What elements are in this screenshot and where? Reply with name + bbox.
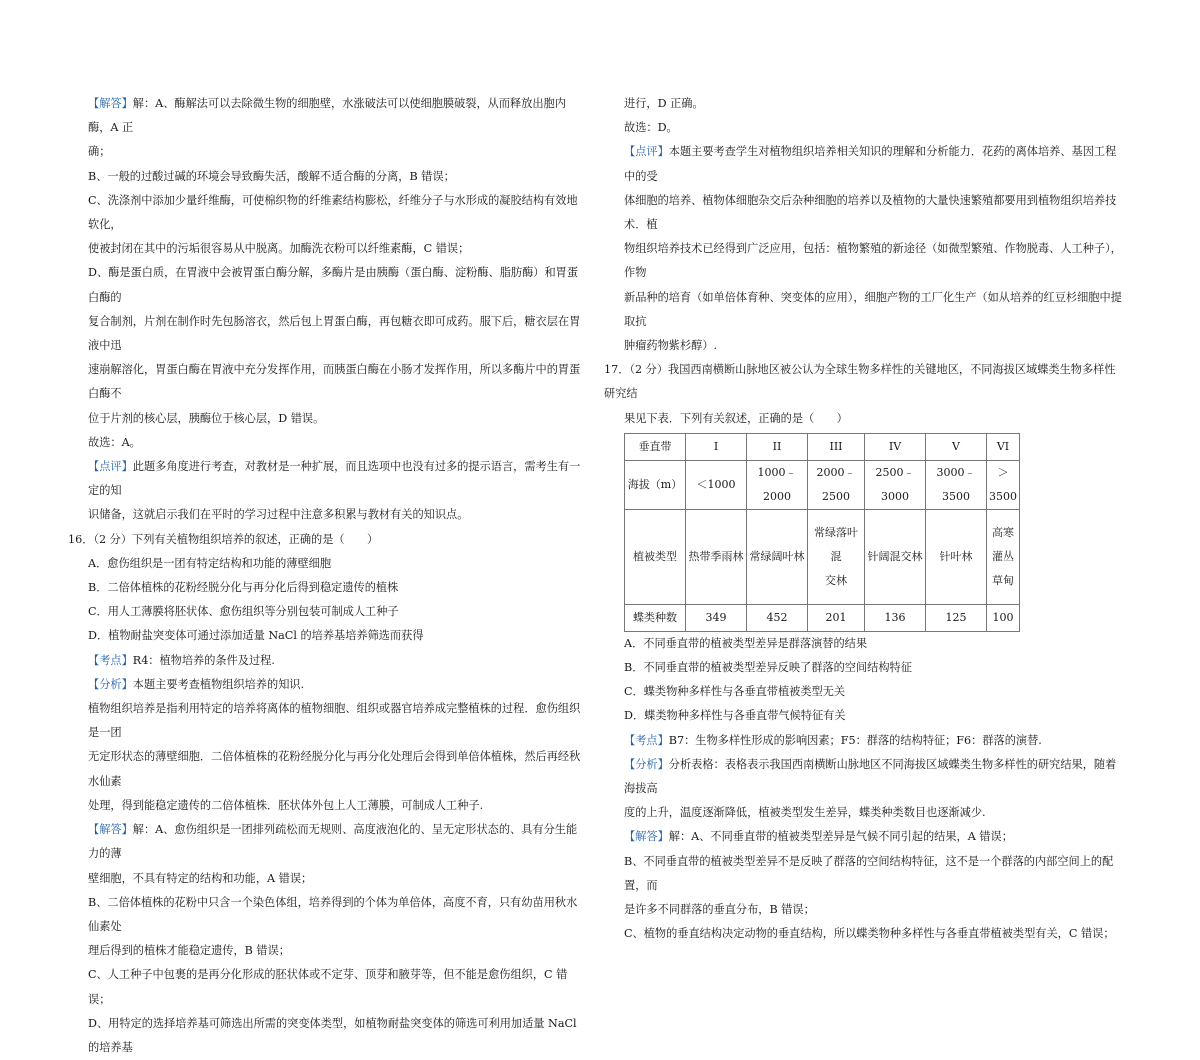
table-cell: 常绿阔叶林: [747, 509, 808, 604]
table-cell: IV: [865, 433, 926, 460]
text-line: D、酶是蛋白质，在胃液中会被胃蛋白酶分解，多酶片是由胰酶（蛋白酶、淀粉酶、脂肪酶）和胃蛋白酶的: [88, 266, 579, 304]
table-cell: 常绿落叶混 交林: [808, 509, 865, 604]
row-header: 植被类型: [625, 509, 686, 604]
table-cell: 3000﹣3500: [926, 460, 987, 509]
table-cell: 2000﹣2500: [808, 460, 865, 509]
table-cell: 2500﹣3000: [865, 460, 926, 509]
text-line: 故选：D。: [624, 121, 678, 135]
topic-line: 【考点】R4：植物培养的条件及过程.: [88, 653, 275, 667]
row-header: 垂直带: [625, 433, 686, 460]
table-cell: ＜1000: [686, 460, 747, 509]
answer-line: 【解答】解：A、不同垂直带的植被类型差异是气候不同引起的结果，A 错误；: [624, 830, 1013, 844]
option-a: A．愈伤组织是一团有特定结构和功能的薄壁细胞: [88, 556, 332, 570]
butterfly-diversity-table: [624, 433, 1020, 632]
table-cell: 针叶林: [926, 509, 987, 604]
option-c: C．蝶类物种多样性与各垂直带植被类型无关: [624, 685, 846, 699]
topic-line: 【考点】B7：生物多样性形成的影响因素；F5：群落的结构特征；F6：群落的演替.: [624, 733, 1042, 747]
comment-line: 【点评】本题主要考查学生对植物组织培养相关知识的理解和分析能力．花药的离体培养、基因工程中的受: [624, 145, 1117, 183]
text-line: 确；: [88, 145, 111, 159]
table-cell: V: [926, 433, 987, 460]
text-line: 植物组织培养是指利用特定的培养将离体的植物细胞、组织或器官培养成完整植株的过程．愈伤组织是一团: [88, 702, 581, 740]
text-line: 使被封闭在其中的污垢很容易从中脱离。加酶洗衣粉可以纤维素酶，C 错误；: [88, 242, 470, 256]
text-line: 是许多不同群落的垂直分布，B 错误；: [624, 903, 815, 917]
table-cell: 高寒 灌丛 草甸: [987, 509, 1020, 604]
option-d: D．植物耐盐突变体可通过添加适量 NaCl 的培养基培养筛选而获得: [88, 629, 424, 643]
text-line: 体细胞的培养、植物体细胞杂交后杂种细胞的培养以及植物的大量快速繁殖都要用到植物组织培养技术．植: [624, 193, 1117, 232]
text-line: 处理，得到能稳定遗传的二倍体植株．胚状体外包上人工薄膜，可制成人工种子.: [88, 798, 484, 812]
text-line: 壁细胞，不具有特定的结构和功能，A 错误；: [88, 871, 313, 885]
text-line: 无定形状态的薄壁细胞．二倍体植株的花粉经脱分化与再分化处理后会得到单倍体植株，然后再经秋水仙素: [88, 750, 581, 788]
text-line: B、二倍体植株的花粉中只含一个染色体组，培养得到的个体为单倍体，高度不育，只有幼苗用秋水仙素处: [88, 895, 578, 933]
table-row: [625, 460, 1020, 509]
answer-tag: 【解答】: [624, 830, 669, 844]
text-line: 识储备，这就启示我们在平时的学习过程中注意多积累与教材有关的知识点。: [88, 508, 469, 522]
table-cell: 452: [747, 604, 808, 631]
table-cell: 125: [926, 604, 987, 631]
text-line: 速崩解溶化，胃蛋白酶在胃液中充分发挥作用，而胰蛋白酶在小肠才发挥作用，所以多酶片中的胃蛋白酶不: [88, 363, 581, 401]
text-line: D、用特定的选择培养基可筛选出所需的突变体类型，如植物耐盐突变体的筛选可利用加适量 NaCl 的培养基: [88, 1016, 577, 1054]
text-line: 度的上升，温度逐渐降低，植被类型发生差异，蝶类种类数目也逐渐减少.: [624, 806, 986, 820]
text-line: 位于片剂的核心层，胰酶位于核心层，D 错误。: [88, 411, 325, 425]
text-line: C、人工种子中包裹的是再分化形成的胚状体或不定芽、顶芽和腋芽等，但不能是愈伤组织，C 错误；: [88, 968, 568, 1006]
comment-tag: 【点评】: [624, 145, 669, 159]
topic-tag: 【考点】: [624, 733, 669, 747]
text-line: 物组织培养技术已经得到广泛应用，包括：植物繁殖的新途径（如微型繁殖、作物脱毒、人工种子），作物: [624, 242, 1122, 280]
text-line: 复合制剂，片剂在制作时先包肠溶衣，然后包上胃蛋白酶，再包糖衣即可成药。服下后，糖衣层在胃液中迅: [88, 314, 581, 353]
option-b: B．二倍体植株的花粉经脱分化与再分化后得到稳定遗传的植株: [88, 581, 399, 595]
table-cell: 136: [865, 604, 926, 631]
text-line: 肿瘤药物紫杉醇）.: [624, 339, 718, 353]
table-cell: I: [686, 433, 747, 460]
left-column: [68, 92, 588, 1060]
row-header: 蝶类种数: [625, 604, 686, 631]
text-line: C、植物的垂直结构决定动物的垂直结构，所以蝶类物种多样性与各垂直带植被类型有关，C 错误；: [624, 927, 1115, 941]
table-row: [625, 433, 1020, 460]
option-a: A．不同垂直带的植被类型差异是群落演替的结果: [624, 636, 868, 650]
analysis-line: 【分析】分析表格：表格表示我国西南横断山脉地区不同海拔区域蝶类生物多样性的研究结果，随着海拔高: [624, 757, 1117, 796]
table-cell: 201: [808, 604, 865, 631]
analysis-tag: 【分析】: [88, 677, 133, 691]
answer-tag: 【解答】: [88, 823, 133, 837]
table-cell: VI: [987, 433, 1020, 460]
text-line: 果见下表．下列有关叙述，正确的是（ ）: [624, 411, 848, 425]
text-line: 故选：A。: [88, 435, 141, 449]
table-cell: 1000﹣2000: [747, 460, 808, 509]
question-16: 16．（2 分）下列有关植物组织培养的叙述，正确的是（ ）: [68, 532, 379, 546]
table-row: [625, 509, 1020, 604]
comment-tag: 【点评】: [88, 460, 133, 474]
analysis-tag: 【分析】: [624, 757, 669, 771]
answer-line: 【解答】解：A、愈伤组织是一团排列疏松而无规则、高度液泡化的、呈无定形状态的、具有分生能力的薄: [88, 823, 578, 861]
text-line: C、洗涤剂中添加少量纤维酶，可使棉织物的纤维素结构膨松，纤维分子与水形成的凝胶结构有效地软化，: [88, 193, 578, 232]
table-cell: ＞ 3500: [987, 460, 1020, 509]
question-17: 17．（2 分）我国西南横断山脉地区被公认为全球生物多样性的关键地区，不同海拔区域蝶类生物多样性研究结: [604, 363, 1116, 401]
row-header: 海拔（m）: [625, 460, 686, 509]
text-line: B、不同垂直带的植被类型差异不是反映了群落的空间结构特征，这不是一个群落的内部空间上的配置，而: [624, 854, 1114, 892]
option-d: D．蝶类物种多样性与各垂直带气候特征有关: [624, 709, 846, 723]
table-cell: 热带季雨林: [686, 509, 747, 604]
table-cell: III: [808, 433, 865, 460]
answer-tag: 【解答】: [88, 97, 133, 110]
comment-line: 【点评】此题多角度进行考查，对教材是一种扩展，而且选项中也没有过多的提示语言，需考生有一定的知: [88, 460, 581, 498]
answer-line: 【解答】解：A、酶解法可以去除微生物的细胞壁，水涨破法可以使细胞膜破裂，从而释放出胞内酶，A 正: [88, 97, 566, 135]
text-line: 新品种的培育（如单倍体育种、突变体的应用），细胞产物的工厂化生产（如从培养的红豆杉细胞中提取抗: [624, 290, 1122, 328]
option-b: B．不同垂直带的植被类型差异反映了群落的空间结构特征: [624, 661, 912, 675]
text-line: 进行，D 正确。: [624, 97, 704, 110]
table-cell: 100: [987, 604, 1020, 631]
table-row: [625, 604, 1020, 631]
topic-tag: 【考点】: [88, 653, 133, 667]
right-column: [604, 92, 1124, 946]
text-line: B、一般的过酸过碱的环境会导致酶失活，酸解不适合酶的分离，B 错误；: [88, 169, 455, 183]
table-cell: II: [747, 433, 808, 460]
analysis-line: 【分析】本题主要考查植物组织培养的知识.: [88, 677, 305, 691]
text-line: 理后得到的植株才能稳定遗传，B 错误；: [88, 944, 290, 958]
table-cell: 349: [686, 604, 747, 631]
option-c: C．用人工薄膜将胚状体、愈伤组织等分别包装可制成人工种子: [88, 605, 399, 619]
table-cell: 针阔混交林: [865, 509, 926, 604]
